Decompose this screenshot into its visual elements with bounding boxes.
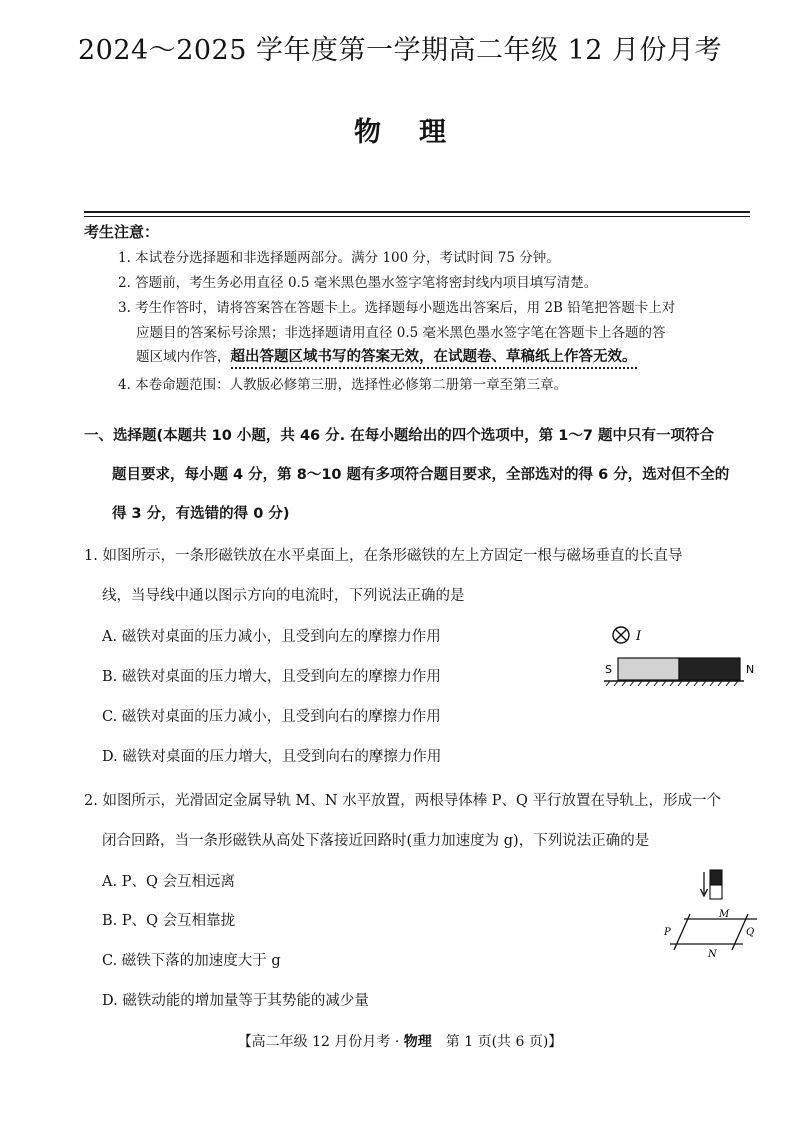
rail-n-label: N <box>708 949 717 960</box>
pole-n-label: N <box>746 663 755 676</box>
q1-option-c: C. 磁铁对桌面的压力减小，且受到向右的摩擦力作用 <box>102 709 441 725</box>
page-footer <box>0 1031 800 1051</box>
q1-option-b: B. 磁铁对桌面的压力增大，且受到向左的摩擦力作用 <box>102 669 441 685</box>
current-into-page-icon <box>613 627 629 643</box>
table-surface <box>604 681 744 686</box>
footer-text-open: 【高二年级 12 月份月考 · <box>237 1034 404 1050</box>
notice-item-3-prefix: 题区域内作答， <box>136 349 231 365</box>
q1-option-a: A. 磁铁对桌面的压力减小，且受到向左的摩擦力作用 <box>102 629 441 645</box>
current-label: I <box>636 629 642 644</box>
falling-magnet <box>710 870 722 899</box>
footer-page-info: 第 1 页(共 6 页)】 <box>431 1034 563 1050</box>
q1-stem-line-1: 1. 如图所示，一条形磁铁放在水平桌面上，在条形磁铁的左上方固定一根与磁场垂直的长直导 <box>84 548 683 564</box>
subject-title: 物理 <box>354 117 484 148</box>
pole-s-label: S <box>605 663 612 676</box>
section1-instructions-line-2: 题目要求，每小题 4 分，第 8～10 题有多项符合题目要求，全部选对的得 6 分，选对但不全的 <box>112 467 730 483</box>
q1-figure-magnet <box>596 620 766 692</box>
q1-stem-line-2: 线，当导线中通以图示方向的电流时，下列说法正确的是 <box>102 588 465 604</box>
q2-option-b: B. P、Q 会互相靠拢 <box>102 913 236 929</box>
q2-stem-line-2: 闭合回路，当一条形磁铁从高处下落接近回路时(重力加速度为 g)，下列说法正确的是 <box>102 833 650 849</box>
q2-stem-line-1: 2. 如图所示，光滑固定金属导轨 M、N 水平放置，两根导体棒 P、Q 平行放置在导轨上，形成一个 <box>84 793 722 809</box>
exam-title: 2024～2025 学年度第一学期高二年级 12 月份月考 <box>77 35 723 66</box>
notice-item-3-line-1: 3. 考生作答时，请将答案答在答题卡上。选择题每小题选出答案后，用 2B 铅笔把答题卡上对 <box>118 300 676 316</box>
notice-item-1: 1. 本试卷分选择题和非选择题两部分。满分 100 分，考试时间 75 分钟。 <box>118 250 560 266</box>
q2-figure-rails <box>660 862 770 962</box>
header-divider-thick <box>84 211 750 213</box>
footer-subject: 物理 <box>403 1034 432 1050</box>
magnet-n-half <box>679 658 740 680</box>
section1-instructions-line-1: 一、选择题(本题共 10 小题，共 46 分. 在每小题给出的四个选项中，第 1～7 题中只有一项符合 <box>84 428 715 444</box>
notice-item-2: 2. 答题前，考生务必用直径 0.5 毫米黑色墨水签字笔将密封线内项目填写清楚。 <box>118 275 598 291</box>
notice-emphasis: 超出答题区域书写的答案无效，在试题卷、草稿纸上作答无效。 <box>231 349 637 369</box>
notice-heading: 考生注意： <box>84 223 160 241</box>
notice-item-4: 4. 本卷命题范围：人教版必修第三册，选择性必修第二册第一章至第三章。 <box>118 377 568 393</box>
section1-instructions-line-3: 得 3 分，有选错的得 0 分) <box>112 506 290 522</box>
q2-option-a: A. P、Q 会互相远离 <box>102 874 235 890</box>
q1-option-d: D. 磁铁对桌面的压力增大，且受到向右的摩擦力作用 <box>102 749 442 765</box>
q2-option-c: C. 磁铁下落的加速度大于 g <box>102 953 281 969</box>
fall-direction-arrow-icon <box>701 872 708 896</box>
notice-item-3-line-3 <box>136 345 637 366</box>
notice-item-3-line-2: 应题目的答案标号涂黑；非选择题请用直径 0.5 毫米黑色墨水签字笔在答题卡上各题的答 <box>136 325 666 341</box>
magnet-s-half <box>618 658 679 680</box>
q2-option-d: D. 磁铁动能的增加量等于其势能的减少量 <box>102 993 369 1009</box>
header-divider-thin <box>84 216 750 217</box>
rod-p-label: P <box>664 927 671 938</box>
rail-m-label: M <box>719 909 730 920</box>
rod-q-label: Q <box>746 927 755 938</box>
